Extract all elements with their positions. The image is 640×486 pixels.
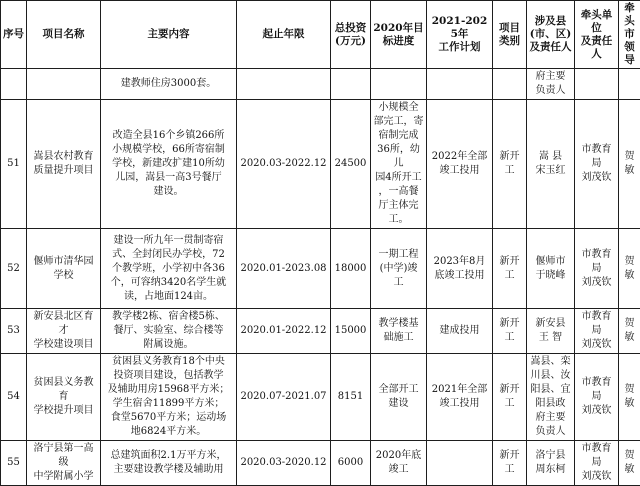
cell-lead-unit [575, 69, 619, 100]
cell-county: 洛宁县 周东柯 [527, 441, 575, 486]
cell-period [237, 69, 331, 100]
header-period: 起止年限 [237, 1, 331, 69]
table-row [1, 309, 640, 354]
cell-content: 建设一所九年一贯制寄宿 式、全封闭民办学校，72 个教学班，小学初中各36 个，可容纳3420名学生就 读，占地面124亩。 [101, 229, 237, 309]
cell-lead-unit: 市教育局 刘茂钦 [575, 309, 619, 354]
cell-plan [427, 69, 493, 100]
cell-city-leader: 贺 敏 [619, 354, 640, 441]
cell-category [493, 69, 527, 100]
cell-county: 新安县 王 智 [527, 309, 575, 354]
cell-lead-unit: 市教育局 刘茂钦 [575, 100, 619, 229]
cell-content: 改造全县16个乡镇266所 小规模学校，66所寄宿制 学校，新建改扩建10所幼 儿园，嵩县一高3号餐厅 建设。 [101, 100, 237, 229]
cell-2020-progress [371, 69, 427, 100]
table-row [1, 354, 640, 441]
header-lead-unit: 牵头单位 及责任人 [575, 1, 619, 69]
table-header-row [1, 1, 640, 69]
cell-no [1, 69, 27, 100]
header-city-leader: 牵头 市领导 [619, 1, 640, 69]
cell-period: 2020.01-2023.08 [237, 229, 331, 309]
cell-investment: 15000 [331, 309, 371, 354]
cell-project-name: 新安县北区育才 学校建设项目 [27, 309, 101, 354]
header-no: 序号 [1, 1, 27, 69]
cell-no: 51 [1, 100, 27, 229]
cell-2020-progress: 全部开工 建设 [371, 354, 427, 441]
cell-plan [427, 441, 493, 486]
cell-period: 2020.03-2022.12 [237, 100, 331, 229]
cell-investment: 24500 [331, 100, 371, 229]
header-2021-2025-plan: 2021-2025年 工作计划 [427, 1, 493, 69]
cell-period: 2020.07-2021.07 [237, 354, 331, 441]
cell-lead-unit: 市教育局 刘茂钦 [575, 229, 619, 309]
cell-lead-unit: 市教育局 刘茂钦 [575, 354, 619, 441]
cell-content: 教学楼2栋、宿舍楼5栋、 餐厅、实验室、综合楼等 附属设施。 [101, 309, 237, 354]
cell-project-name: 贫困县义务教育 学校提升项目 [27, 354, 101, 441]
cell-plan: 2023年8月 底竣工投用 [427, 229, 493, 309]
cell-city-leader: 贺 敏 [619, 229, 640, 309]
table-row [1, 69, 640, 100]
table-row [1, 229, 640, 309]
cell-county: 偃师市 于晓峰 [527, 229, 575, 309]
cell-project-name: 嵩县农村教育 质量提升项目 [27, 100, 101, 229]
cell-content: 总建筑面积2.1万平方米， 主要建设教学楼及辅助用 [101, 441, 237, 486]
cell-plan: 2021年全部 竣工投用 [427, 354, 493, 441]
header-county: 涉及县 (市、区) 及责任人 [527, 1, 575, 69]
cell-city-leader: 贺 敏 [619, 100, 640, 229]
header-project-name: 项目名称 [27, 1, 101, 69]
cell-city-leader: 贺 敏 [619, 309, 640, 354]
cell-category: 新开 工 [493, 229, 527, 309]
cell-2020-progress: 小规模全 部完工，寄 宿制完成 36所，幼儿 园4所开工 ，一高餐 厅主体完 工。 [371, 100, 427, 229]
cell-project-name: 偃师市清华园 学校 [27, 229, 101, 309]
cell-category: 新开 工 [493, 354, 527, 441]
cell-investment: 6000 [331, 441, 371, 486]
cell-period: 2020.03-2020.12 [237, 441, 331, 486]
cell-city-leader: 贺 敏 [619, 441, 640, 486]
cell-project-name [27, 69, 101, 100]
cell-lead-unit: 市教育局 刘茂钦 [575, 441, 619, 486]
cell-plan: 建成投用 [427, 309, 493, 354]
cell-category: 新开 工 [493, 309, 527, 354]
cell-no: 53 [1, 309, 27, 354]
cell-2020-progress: 教学楼基 础施工 [371, 309, 427, 354]
header-2020-progress: 2020年目 标进度 [371, 1, 427, 69]
cell-no: 52 [1, 229, 27, 309]
cell-county: 府主要 负责人 [527, 69, 575, 100]
cell-category: 新开 工 [493, 100, 527, 229]
cell-no: 55 [1, 441, 27, 486]
cell-2020-progress: 2020年底 竣工 [371, 441, 427, 486]
cell-city-leader [619, 69, 640, 100]
cell-investment: 18000 [331, 229, 371, 309]
cell-content: 贫困县义务教育18个中央 投资项目建设，包括教学 及辅助用房15968平方米； 学生宿舍11899平方米； 食堂5670平方米；运动场 地6824平方米。 [101, 354, 237, 441]
table-row [1, 100, 640, 229]
cell-2020-progress: 一期工程 (中学)竣 工 [371, 229, 427, 309]
cell-county: 嵩 县 宋玉红 [527, 100, 575, 229]
header-category: 项目 类别 [493, 1, 527, 69]
cell-investment [331, 69, 371, 100]
cell-category: 新开 工 [493, 441, 527, 486]
header-content: 主要内容 [101, 1, 237, 69]
cell-project-name: 洛宁县第一高级 中学附属小学 [27, 441, 101, 486]
cell-county: 嵩县、栾 川县、汝 阳县、宜 阳县政 府主要 负责人 [527, 354, 575, 441]
header-investment: 总投资 (万元) [331, 1, 371, 69]
table-row [1, 441, 640, 486]
cell-period: 2020.01-2022.12 [237, 309, 331, 354]
cell-investment: 8151 [331, 354, 371, 441]
cell-content: 建教师住房3000套。 [101, 69, 237, 100]
cell-plan: 2022年全部 竣工投用 [427, 100, 493, 229]
cell-no: 54 [1, 354, 27, 441]
